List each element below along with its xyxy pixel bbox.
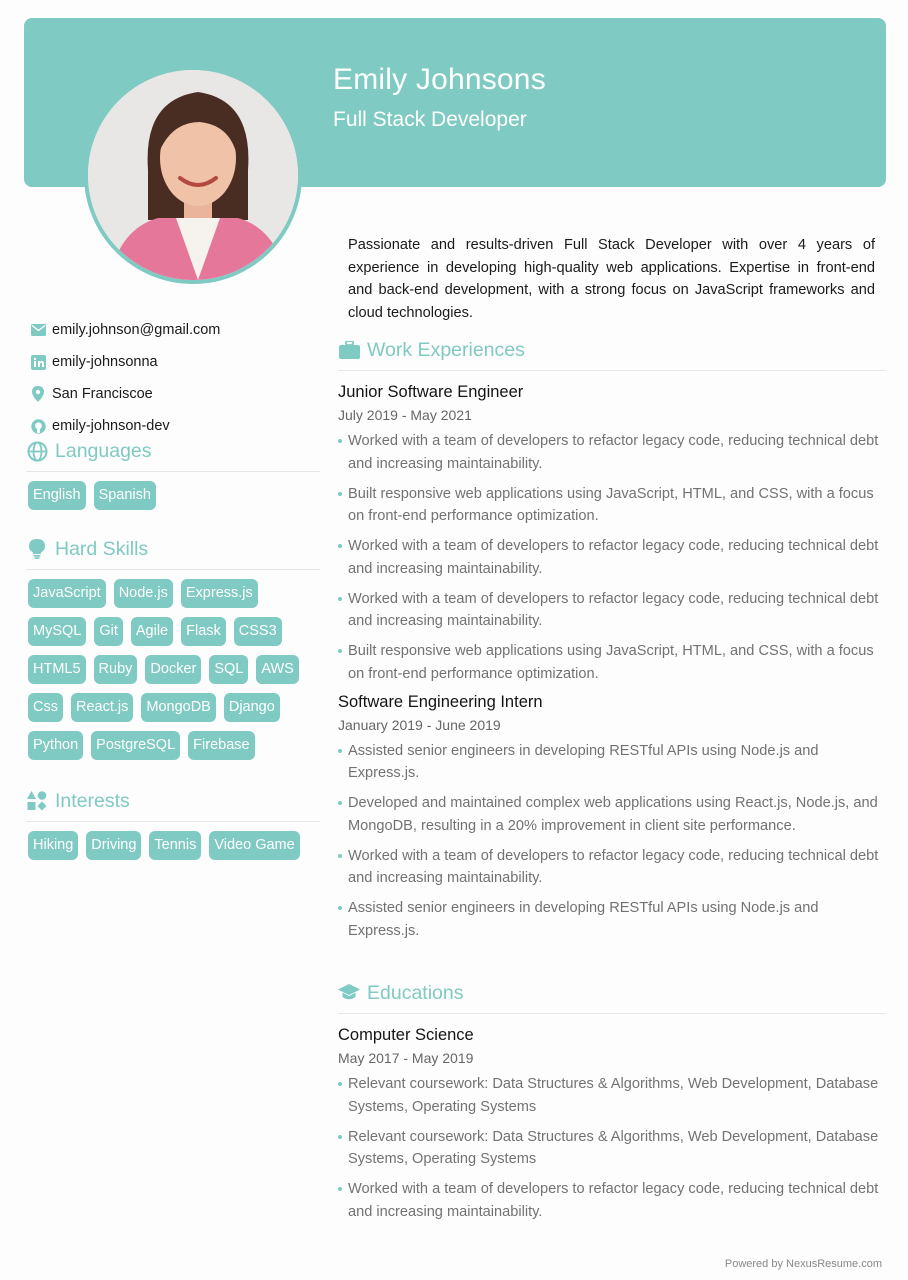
location-icon [30, 386, 46, 402]
github-icon [30, 418, 46, 434]
list-item: Relevant coursework: Data Structures & Algorithms, Web Development, Database Systems, Operating Systems [338, 1073, 885, 1118]
skill-tag: PostgreSQL [91, 731, 180, 760]
graduation-cap-icon [338, 982, 360, 1004]
skill-tag: Docker [145, 655, 201, 684]
portrait-illustration [88, 70, 302, 284]
languages-heading: Languages [55, 439, 152, 462]
language-tag: English [28, 481, 86, 510]
job-title: Junior Software Engineer [338, 383, 524, 401]
interest-tag: Tennis [149, 831, 201, 860]
skill-tag: Firebase [188, 731, 254, 760]
skill-tag: Node.js [114, 579, 173, 608]
work-section [338, 336, 885, 950]
skill-tag: HTML5 [28, 655, 86, 684]
shapes-icon [26, 790, 48, 812]
list-item: Worked with a team of developers to refactor legacy code, reducing technical debt and increasing maintainability. [338, 430, 885, 475]
footer-credit [725, 1258, 882, 1270]
job-date: January 2019 - June 2019 [338, 716, 501, 733]
job-entry [338, 383, 885, 685]
skills-heading: Hard Skills [55, 537, 149, 560]
briefcase-icon [338, 339, 360, 361]
skill-tag: AWS [256, 655, 299, 684]
list-item: Built responsive web applications using JavaScript, HTML, and CSS, with a focus on front-end performance optimization. [338, 483, 885, 528]
skill-tag: MySQL [28, 617, 86, 646]
job-entry [338, 693, 885, 943]
skill-tag: SQL [209, 655, 248, 684]
education-entry [338, 1026, 885, 1223]
list-item: Worked with a team of developers to refactor legacy code, reducing technical debt and increasing maintainability. [338, 588, 885, 633]
skill-tag: Flask [181, 617, 226, 646]
job-bullets [338, 740, 885, 943]
skill-tag: MongoDB [141, 693, 215, 722]
list-item: Built responsive web applications using JavaScript, HTML, and CSS, with a focus on front-end performance optimization. [338, 640, 885, 685]
skill-tag: CSS3 [234, 617, 282, 646]
interest-tag: Driving [86, 831, 141, 860]
skill-tag: JavaScript [28, 579, 106, 608]
interests-section [26, 787, 320, 869]
degree-title: Computer Science [338, 1026, 474, 1044]
section-divider [338, 1013, 885, 1014]
skills-section [26, 535, 320, 769]
work-heading: Work Experiences [367, 338, 525, 361]
skill-tag: Python [28, 731, 83, 760]
profile-photo [84, 66, 302, 284]
education-section [338, 979, 885, 1231]
list-item: Worked with a team of developers to refactor legacy code, reducing technical debt and increasing maintainability. [338, 535, 885, 580]
contact-list [30, 314, 220, 442]
contact-email[interactable] [30, 314, 220, 346]
globe-icon [26, 440, 48, 462]
section-divider [26, 569, 320, 570]
language-tags [26, 481, 320, 519]
skill-tags [26, 579, 320, 769]
languages-section [26, 437, 320, 519]
job-title: Software Engineering Intern [338, 692, 543, 711]
skill-tag: Git [94, 617, 123, 646]
skill-tag: Express.js [181, 579, 258, 608]
education-bullets [338, 1073, 885, 1223]
interest-tags [26, 831, 320, 869]
job-bullets [338, 430, 885, 685]
skill-tag: Agile [131, 617, 173, 646]
contact-location-text: San Franciscoe [52, 386, 153, 402]
interest-tag: Video Game [209, 831, 299, 860]
brand-link[interactable]: NexusResume.com [786, 1258, 882, 1270]
profile-summary: Passionate and results-driven Full Stack Developer with over 4 years of experience in developing high-quality web applications. Expertise in front-end and back-end development, with a strong focus on JavaScript frameworks and cloud technologies. [348, 237, 875, 321]
section-divider [26, 821, 320, 822]
interests-heading: Interests [55, 789, 130, 812]
job-date: July 2019 - May 2021 [338, 407, 472, 423]
education-heading: Educations [367, 981, 464, 1004]
list-item: Developed and maintained complex web applications using React.js, Node.js, and MongoDB, resulting in a 20% improvement in client site performance. [338, 792, 885, 837]
section-divider [26, 471, 320, 472]
degree-date: May 2017 - May 2019 [338, 1050, 474, 1066]
list-item: Worked with a team of developers to refactor legacy code, reducing technical debt and increasing maintainability. [338, 845, 885, 890]
powered-by-label: Powered by [724, 1258, 783, 1270]
contact-location [30, 378, 220, 410]
list-item: Relevant coursework: Data Structures & Algorithms, Web Development, Database Systems, Operating Systems [338, 1126, 885, 1171]
contact-linkedin-text: emily-johnsonna [52, 354, 158, 370]
list-item: Assisted senior engineers in developing RESTful APIs using Node.js and Express.js. [338, 740, 885, 785]
skill-tag: Django [224, 693, 280, 722]
lightbulb-icon [26, 538, 48, 560]
language-tag: Spanish [94, 481, 156, 510]
skill-tag: React.js [71, 693, 133, 722]
candidate-title: Full Stack Developer [333, 108, 527, 131]
candidate-name: Emily Johnsons [333, 63, 546, 96]
email-icon [30, 322, 46, 338]
contact-github-text: emily-johnson-dev [52, 418, 170, 434]
linkedin-icon [30, 354, 46, 370]
skill-tag: Ruby [94, 655, 138, 684]
interest-tag: Hiking [28, 831, 78, 860]
list-item: Worked with a team of developers to refactor legacy code, reducing technical debt and increasing maintainability. [338, 1178, 885, 1223]
contact-email-text: emily.johnson@gmail.com [52, 322, 221, 338]
list-item: Assisted senior engineers in developing RESTful APIs using Node.js and Express.js. [338, 897, 885, 942]
skill-tag: Css [28, 693, 63, 722]
contact-linkedin[interactable] [30, 346, 220, 378]
section-divider [338, 370, 885, 371]
